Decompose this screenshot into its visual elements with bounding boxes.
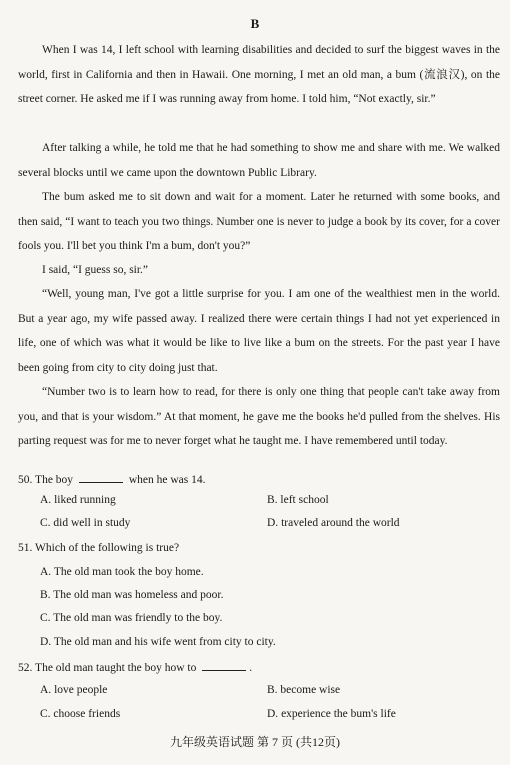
page-footer: 九年级英语试题 第 7 页 (共12页) <box>170 735 340 749</box>
option-52-d: D. experience the bum's life <box>267 708 396 720</box>
answer-blank <box>202 659 246 671</box>
option-51-c: C. The old man was friendly to the boy. <box>40 612 223 624</box>
question-stem: Which of the following is true? <box>35 542 180 554</box>
paragraph-4: I said, “I guess so, sir.” <box>42 264 149 276</box>
paragraph-2: After talking a while, he told me that he had something to show me and share with me. We walked several blocks until we came upon the downtown Public Library. <box>18 142 500 179</box>
option-51-d: D. The old man and his wife went from city to city. <box>40 636 276 648</box>
paragraph-3: The bum asked me to sit down and wait for a moment. Later he returned with some books, and then said, “I want to teach you two things. Number one is never to judge a book by its cover, for a cover fools you. I'll bet you think I'm a bum, don't you?” <box>18 191 500 252</box>
option-52-b: B. become wise <box>267 684 341 696</box>
option-51-b: B. The old man was homeless and poor. <box>40 589 224 601</box>
answer-blank <box>79 471 123 483</box>
paragraph-1: When I was 14, I left school with learning disabilities and decided to surf the biggest waves in the world, first in California and then in Hawaii. One morning, I met an old man, a bum (流浪汉), on the street corner. He asked me if I was running away from home. I told him, “Not exactly, sir.” <box>18 44 500 105</box>
question-number: 51. <box>18 542 33 554</box>
question-stem: The old man taught the boy how to <box>35 662 197 674</box>
option-50-c: C. did well in study <box>40 517 131 529</box>
question-50 <box>18 471 205 487</box>
question-stem-end: when he was 14. <box>128 474 206 486</box>
option-52-a: A. love people <box>40 684 108 696</box>
question-number: 52. <box>18 662 33 674</box>
question-52 <box>18 659 252 675</box>
question-number: 50. <box>18 474 33 486</box>
option-50-d: D. traveled around the world <box>267 517 400 529</box>
paragraph-6: “Number two is to learn how to read, for there is only one thing that people can't take away from you, and that is your wisdom.” At that moment, he gave me the books he'd pulled from the shelves. His parting request was for me to never forget what he taught me. I have remembered until today. <box>18 386 500 447</box>
paragraph-5: “Well, young man, I've got a little surprise for you. I am one of the wealthiest men in the world. But a year ago, my wife passed away. I realized there were certain things I had not yet experienced in life, one of which was what it would be like to live like a bum on the streets. For the past year I have been going from city to city doing just that. <box>18 288 500 374</box>
option-50-b: B. left school <box>267 494 329 506</box>
section-title: B <box>250 16 260 31</box>
question-stem-end: . <box>249 662 253 674</box>
option-52-c: C. choose friends <box>40 708 121 720</box>
option-50-a: A. liked running <box>40 494 116 506</box>
question-51 <box>18 541 179 555</box>
question-stem: The boy <box>35 474 74 486</box>
option-51-a: A. The old man took the boy home. <box>40 566 204 578</box>
